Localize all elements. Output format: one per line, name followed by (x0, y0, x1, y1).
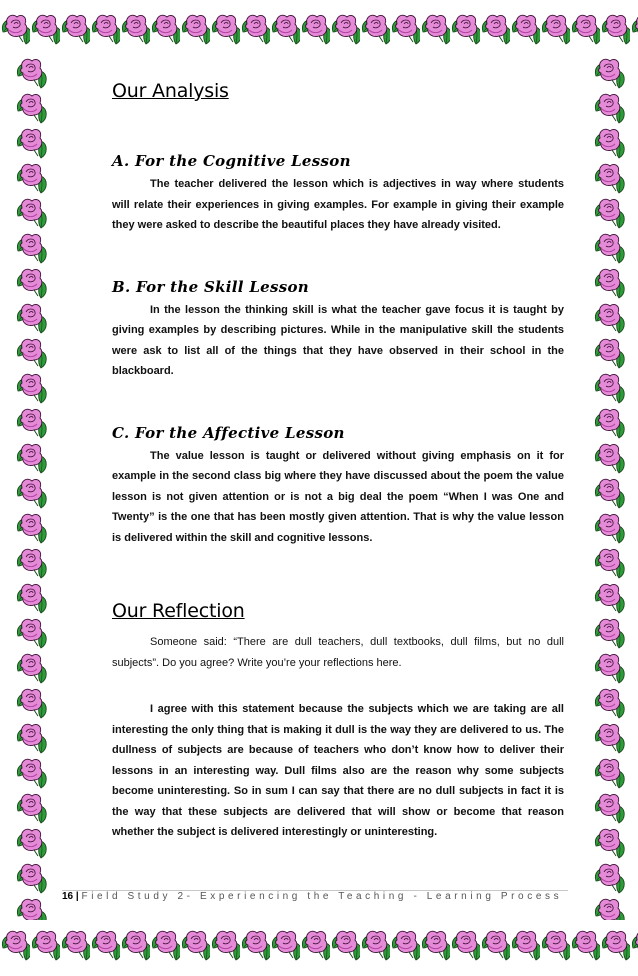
page-content (112, 70, 564, 843)
page-number: 16 | (62, 891, 79, 902)
cognitive-heading: A. For the Cognitive Lesson (112, 152, 351, 170)
skill-heading: B. For the Skill Lesson (112, 277, 310, 296)
affective-text: The value lesson is taught or delivered without giving emphasis on it for example in the second class big where they have discussed about the poem the value lesson is not given attention or is not a big deal the poem “When I was One and Twenty” is the one that has been mostly given attention. That is why the value lesson is delivered within the skill and cognitive lessons. (112, 449, 564, 544)
reflection-answer: I agree with this statement because the subjects which we are taking are all interesting the only thing that is making it dull is the way they are delivered to us. The dullness of subjects are because of teachers who don’t know how to deliver their lessons in an interesting way. Dull films also are the reason why some subjects become uninteresting. So in sum I can say that there are no dull subjects in fact it is the way that these subjects are delivered that will show or become that reason whether the subject is delivered interestingly or uninteresting. (112, 703, 564, 838)
page-footer (62, 890, 568, 915)
analysis-title: Our Analysis (112, 80, 229, 102)
cognitive-text: The teacher delivered the lesson which is adjectives in way where students will relate their experiences in giving examples. For example in giving their example they were asked to describe the beautiful places they have already visited. (112, 178, 564, 231)
reflection-title: Our Reflection (112, 600, 245, 622)
skill-text: In the lesson the thinking skill is what the teacher gave focus it is taught by giving examples by describing pictures. While in the manipulative skill the students were ask to list all of the things that they have observed in their school in the blackboard. (112, 303, 564, 377)
affective-heading: C. For the Affective Lesson (112, 423, 345, 442)
footer-text: Field Study 2- Experiencing the Teaching - Learning Process (81, 891, 563, 902)
rose-border-left (0, 56, 60, 920)
rose-border-bottom (0, 916, 638, 976)
rose-border-right (578, 56, 638, 920)
rose-border-top (0, 0, 638, 60)
reflection-prompt: Someone said: “There are dull teachers, dull textbooks, dull films, but no dull subjects”. Do you agree? Write you’re your reflections here. (112, 636, 564, 669)
